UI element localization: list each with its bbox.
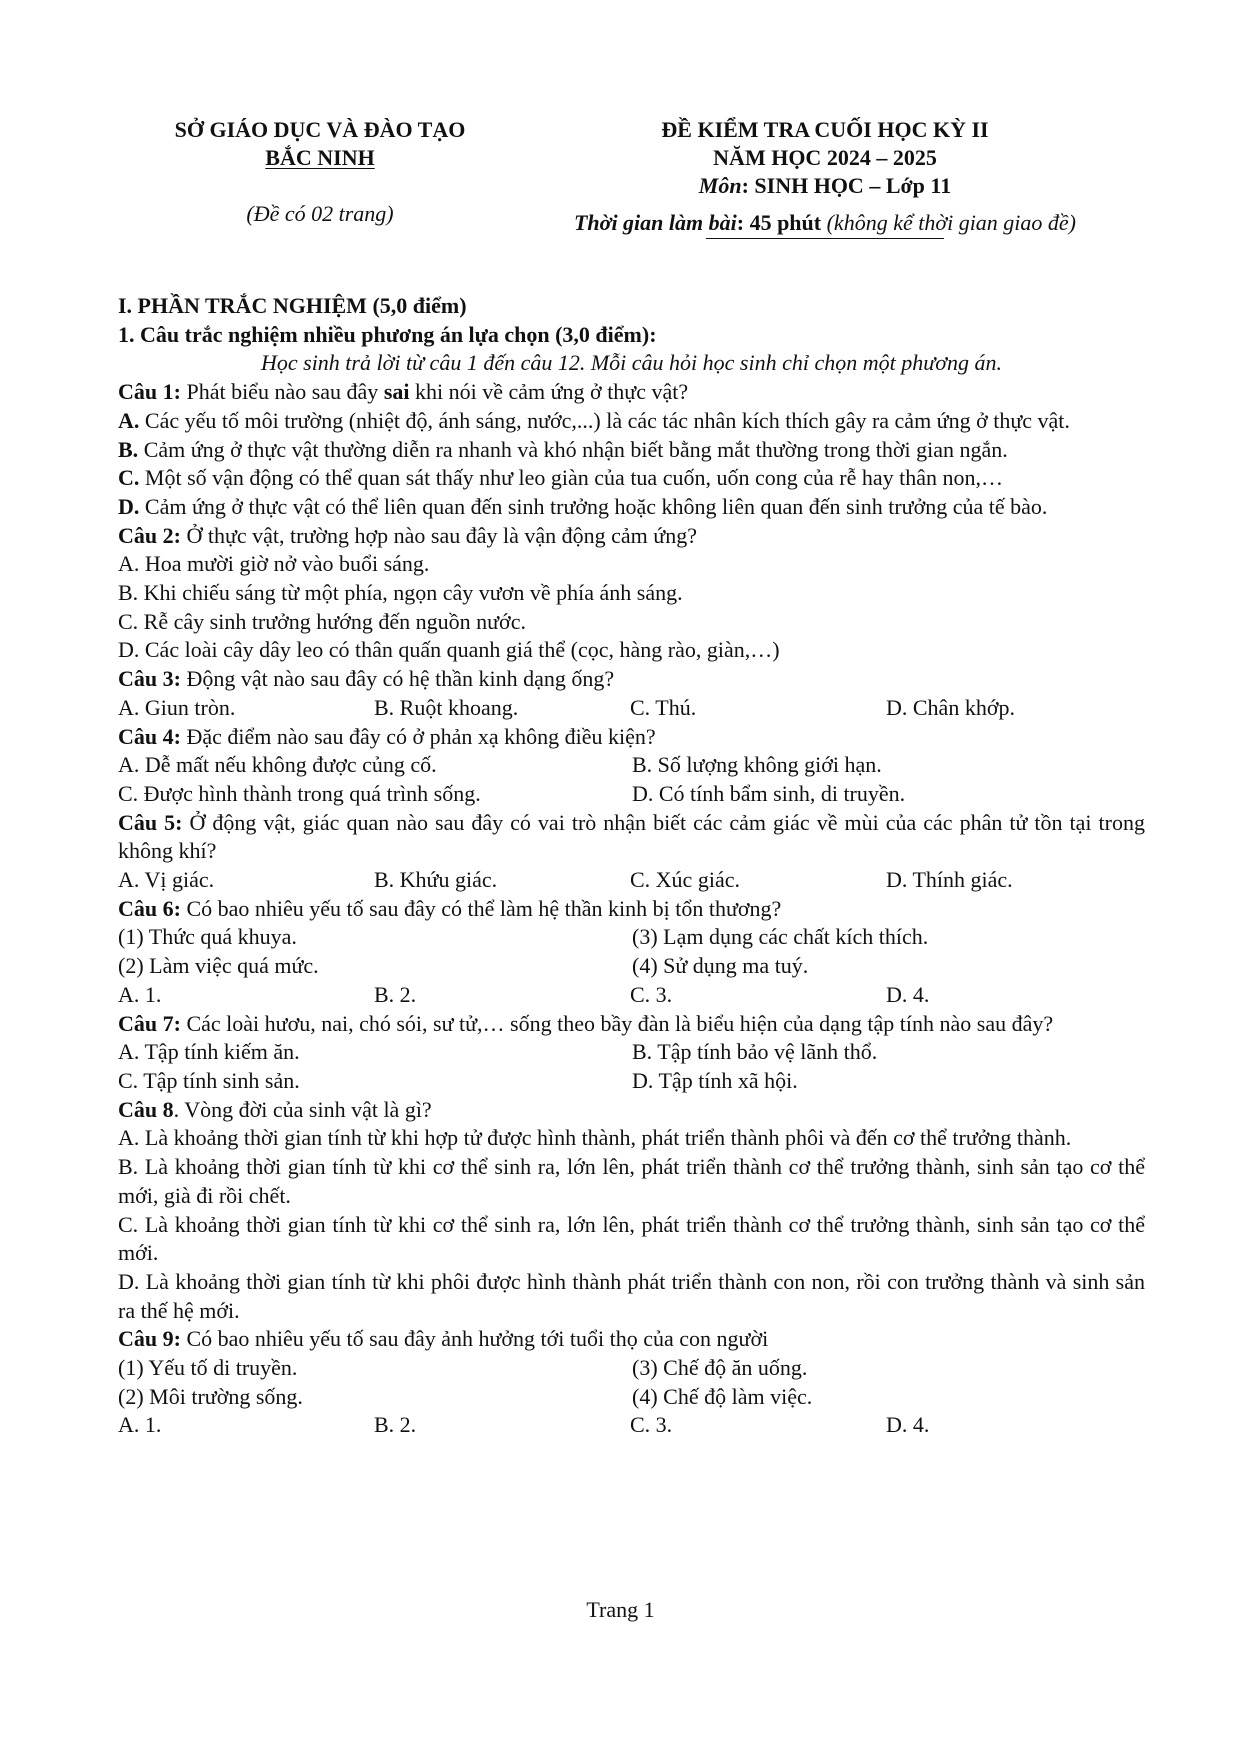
section-title: I. PHẦN TRẮC NGHIỆM (5,0 điểm): [118, 293, 467, 318]
option-a: A. Dễ mất nếu không được củng cố.: [118, 752, 437, 778]
option-key: B.: [118, 436, 139, 462]
school-year: NĂM HỌC 2024 – 2025: [713, 145, 937, 170]
options-row: [118, 694, 1145, 723]
subject-value: : SINH HỌC – Lớp 11: [741, 173, 952, 198]
option-d: D. 4.: [886, 981, 930, 1007]
question-label: Câu 2:: [118, 522, 181, 548]
list-item: (3) Lạm dụng các chất kích thích.: [632, 924, 929, 950]
option-b: B. Khứu giác.: [374, 867, 498, 893]
question-label: Câu 3:: [118, 666, 181, 692]
question-label: Câu 9:: [118, 1326, 181, 1352]
options-row: [118, 1067, 1145, 1096]
option-b: B. Khi chiếu sáng từ một phía, ngọn cây vươn về phía ánh sáng.: [118, 580, 683, 606]
question-label: Câu 4:: [118, 723, 181, 749]
option-d: D. Có tính bẩm sinh, di truyền.: [632, 780, 906, 806]
question-text: khi nói về cảm ứng ở thực vật?: [409, 379, 689, 405]
options-row: [118, 780, 1145, 809]
question-text: Đặc điểm nào sau đây có ở phản xạ không điều kiện?: [180, 723, 656, 749]
question-7: [118, 1010, 1145, 1039]
option-a: A. Giun tròn.: [118, 694, 236, 720]
time-line: [520, 209, 1130, 237]
question-2: [118, 522, 1145, 551]
subject-line: [520, 172, 1130, 200]
option-a: A. Là khoảng thời gian tính từ khi hợp tử được hình thành, phát triển thành phôi và đến cơ thể trưởng thành.: [118, 1125, 1072, 1151]
list-item: (1) Thức quá khuya.: [118, 924, 297, 950]
items-row: [118, 1354, 1145, 1383]
option-c: C. Rễ cây sinh trưởng hướng đến nguồn nước.: [118, 608, 526, 634]
option-c: C. Là khoảng thời gian tính từ khi cơ thể sinh ra, lớn lên, phát triển thành cơ thể trưởng thành, sinh sản tạo cơ thể mới.: [118, 1211, 1145, 1266]
time-note: (không kể thời gian giao đề): [821, 210, 1077, 235]
option-c: C. Thú.: [630, 694, 697, 720]
question-9: [118, 1325, 1145, 1354]
option-b: B. 2.: [374, 1412, 417, 1438]
option-d: D. Tập tính xã hội.: [632, 1067, 798, 1093]
question-label: Câu 7:: [118, 1010, 181, 1036]
department-name: SỞ GIÁO DỤC VÀ ĐÀO TẠO: [174, 117, 466, 142]
option-text: Các yếu tố môi trường (nhiệt độ, ánh sáng, nước,...) là các tác nhân kích thích gây ra cảm ứng ở thực vật.: [139, 407, 1070, 433]
option-b: B. Số lượng không giới hạn.: [632, 752, 882, 778]
option-c: C. 3.: [630, 981, 673, 1007]
option-c: C. Xúc giác.: [630, 867, 740, 893]
option-c: C. Được hình thành trong quá trình sống.: [118, 780, 481, 806]
option-d: [118, 493, 1145, 522]
question-label: Câu 8: [118, 1096, 174, 1122]
options-row: [118, 1411, 1145, 1440]
question-4: [118, 723, 1145, 752]
option-c: C. 3.: [630, 1412, 673, 1438]
page-number: Trang 1: [586, 1597, 655, 1622]
question-text: Có bao nhiêu yếu tố sau đây ảnh hưởng tới tuổi thọ của con người: [180, 1326, 769, 1352]
option-d: D. Là khoảng thời gian tính từ khi phôi được hình thành phát triển thành con non, rồi con trưởng thành và sinh sản ra thế hệ mới.: [118, 1268, 1145, 1323]
items-row: [118, 952, 1145, 981]
province-name: BẮC NINH: [265, 145, 375, 170]
option-d: D. Chân khớp.: [886, 694, 1015, 720]
option-b: [118, 436, 1145, 465]
question-text: Động vật nào sau đây có hệ thần kinh dạng ống?: [180, 666, 615, 692]
option-b: B. 2.: [374, 981, 417, 1007]
question-text: Các loài hươu, nai, chó sói, sư tử,… sống theo bầy đàn là biểu hiện của dạng tập tính nào sau đây?: [180, 1010, 1054, 1036]
options-row: [118, 981, 1145, 1010]
question-6: [118, 895, 1145, 924]
list-item: (3) Chế độ ăn uống.: [632, 1355, 808, 1381]
option-b: B. Là khoảng thời gian tính từ khi cơ thể sinh ra, lớn lên, phát triển thành cơ thể trưởng thành, sinh sản tạo cơ thể mới, già đi rồi chết.: [118, 1154, 1145, 1208]
option-b: B. Tập tính bảo vệ lãnh thổ.: [632, 1039, 878, 1065]
items-row: [118, 923, 1145, 952]
question-8: [118, 1096, 1145, 1125]
question-emphasis: sai: [383, 379, 410, 405]
subject-label: Môn: [698, 173, 742, 198]
question-3: [118, 665, 1145, 694]
exam-content: [118, 292, 1145, 1440]
option-a: A. Hoa mười giờ nở vào buổi sáng.: [118, 551, 430, 577]
options-row: [118, 866, 1145, 895]
school-header: [150, 116, 490, 172]
question-label: Câu 6:: [118, 895, 181, 921]
question-label: Câu 1:: [118, 379, 181, 405]
option-text: Cảm ứng ở thực vật có thể liên quan đến sinh trưởng hoặc không liên quan đến sinh trưởng của tế bào.: [139, 493, 1048, 519]
time-label: Thời gian làm bài: [573, 210, 737, 235]
question-label: Câu 5:: [118, 809, 183, 835]
page-count-note: (Đề có 02 trang): [246, 201, 394, 226]
option-a: A. 1.: [118, 1412, 162, 1438]
question-1: [118, 378, 1145, 407]
options-row: [118, 751, 1145, 780]
option-c: C. Tập tính sinh sản.: [118, 1067, 300, 1093]
option-b: B. Ruột khoang.: [374, 694, 519, 720]
header-divider: [706, 238, 944, 239]
question-text: . Vòng đời của sinh vật là gì?: [173, 1096, 432, 1122]
option-text: Cảm ứng ở thực vật thường diễn ra nhanh và khó nhận biết bằng mắt thường trong thời gian ngắn.: [138, 436, 1008, 462]
list-item: (1) Yếu tố di truyền.: [118, 1355, 298, 1381]
instruction: Học sinh trả lời từ câu 1 đến câu 12. Mỗi câu hỏi học sinh chỉ chọn một phương án.: [260, 350, 1002, 376]
option-d: D. 4.: [886, 1412, 930, 1438]
option-d: D. Các loài cây dây leo có thân quấn quanh giá thể (cọc, hàng rào, giàn,…): [118, 637, 780, 663]
exam-header: [520, 116, 1130, 237]
time-value: : 45 phút: [736, 210, 822, 235]
option-d: D. Thính giác.: [886, 867, 1013, 893]
items-row: [118, 1383, 1145, 1412]
option-key: D.: [118, 493, 140, 519]
option-key: A.: [118, 407, 140, 433]
list-item: (4) Sử dụng ma tuý.: [632, 953, 809, 979]
option-a: A. Vị giác.: [118, 867, 215, 893]
option-c: [118, 464, 1145, 493]
option-key: C.: [118, 465, 140, 491]
options-row: [118, 1038, 1145, 1067]
question-text: Ở thực vật, trường hợp nào sau đây là vận động cảm ứng?: [180, 522, 697, 548]
option-a: A. Tập tính kiếm ăn.: [118, 1039, 300, 1065]
exam-title: ĐỀ KIỂM TRA CUỐI HỌC KỲ II: [661, 117, 989, 142]
option-a: A. 1.: [118, 981, 162, 1007]
question-text: Ở động vật, giác quan nào sau đây có vai trò nhận biết các cảm giác về mùi của các phân tử tồn tại trong không khí?: [118, 809, 1145, 864]
option-a: [118, 407, 1145, 436]
part-title: 1. Câu trắc nghiệm nhiều phương án lựa chọn (3,0 điểm):: [118, 321, 657, 347]
option-text: Một số vận động có thể quan sát thấy như leo giàn của tua cuốn, uốn cong của rễ hay thân non,…: [139, 465, 1003, 491]
question-5: [118, 809, 1145, 866]
list-item: (2) Làm việc quá mức.: [118, 953, 319, 979]
question-text: Phát biểu nào sau đây: [180, 379, 384, 405]
list-item: (2) Môi trường sống.: [118, 1383, 303, 1409]
list-item: (4) Chế độ làm việc.: [632, 1383, 813, 1409]
question-text: Có bao nhiêu yếu tố sau đây có thể làm hệ thần kinh bị tổn thương?: [180, 895, 782, 921]
